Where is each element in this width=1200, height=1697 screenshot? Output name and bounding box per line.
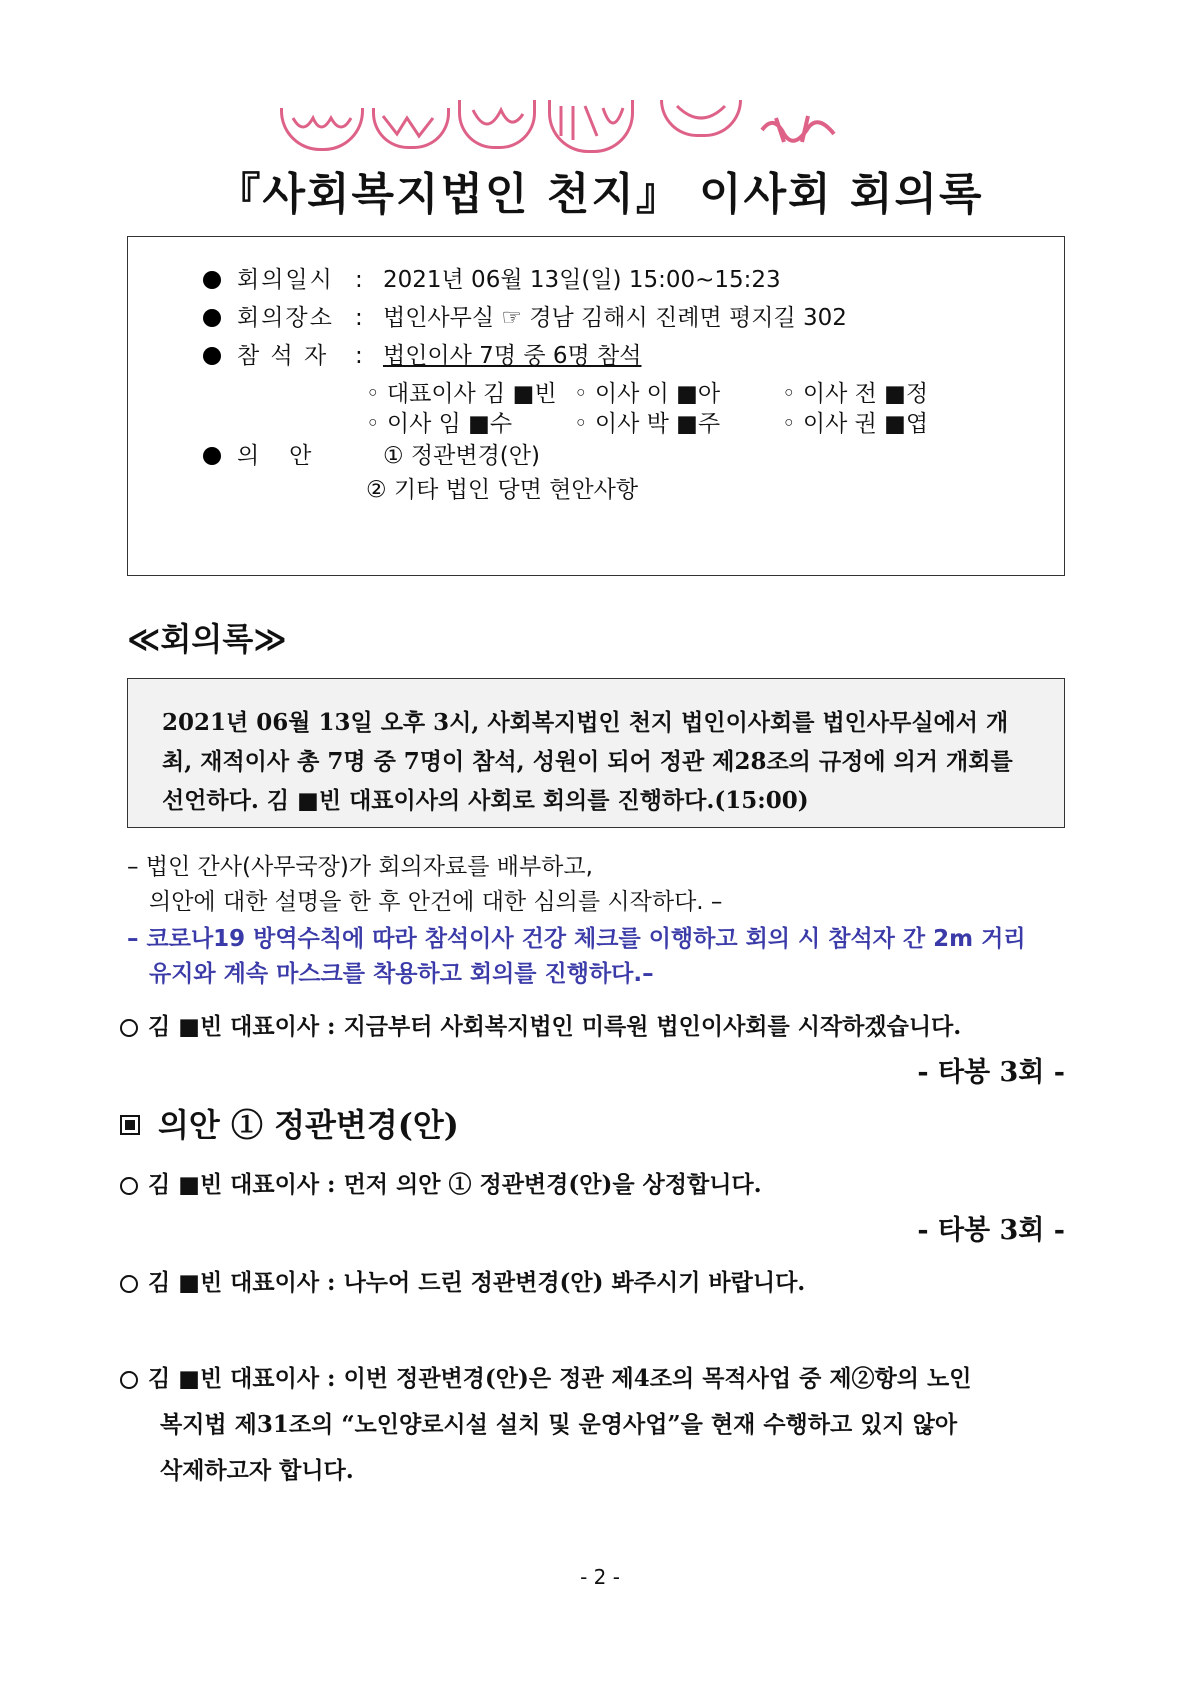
seal-stamp-3 xyxy=(458,100,536,149)
attendee: ◦ 이사 전 ■정 xyxy=(782,381,929,407)
agenda-row xyxy=(203,437,540,470)
meeting-place-row: 회의장소 : 법인사무실 ☞ 경남 김해시 진례면 평지길 302 xyxy=(203,299,847,332)
note-line: 의안에 대한 설명을 한 후 안건에 대한 심의를 시작하다. – xyxy=(149,889,723,915)
seal-stamp-2 xyxy=(372,108,450,149)
attendance-row: 참 석 자 : 법인이사 7명 중 6명 참석 xyxy=(203,337,641,370)
page-number: - 2 - xyxy=(580,1565,620,1589)
speaker: 김 ■빈 대표이사 : xyxy=(148,1013,336,1040)
attendance-value: 법인이사 7명 중 6명 참석 xyxy=(383,343,642,369)
meeting-date-row: 회의일시 : 2021년 06월 13일(일) 15:00~15:23 xyxy=(203,261,781,294)
attendee: ◦ 이사 이 ■아 xyxy=(574,381,721,407)
speech-2 xyxy=(120,1166,1075,1199)
note-distribution xyxy=(127,850,1067,920)
bullet-icon xyxy=(203,347,221,365)
speech-text: 먼저 의안 ① 정관변경(안)을 상정합니다. xyxy=(343,1171,762,1198)
circle-bullet-icon xyxy=(120,1275,138,1293)
attendees-row-1 xyxy=(366,375,990,408)
agenda-row-2 xyxy=(366,471,638,504)
speech-text: 나누어 드린 정관변경(안) 봐주시기 바랍니다. xyxy=(343,1269,806,1296)
note-line: – 법인 간사(사무국장)가 회의자료를 배부하고, xyxy=(127,854,593,880)
attendance-label: 참 석 자 xyxy=(237,343,329,369)
circle-bullet-icon xyxy=(120,1177,138,1195)
attendee: ◦ 대표이사 김 ■빈 xyxy=(366,381,557,407)
agenda-heading-text: 의안 ① 정관변경(안) xyxy=(158,1106,459,1144)
attendee: ◦ 이사 권 ■엽 xyxy=(782,411,929,437)
seal-stamp-1 xyxy=(280,108,364,151)
minutes-summary: 2021년 06월 13일 오후 3시, 사회복지법인 천지 법인이사회를 법인사무실에서 개최, 재적이사 총 7명 중 7명이 참석, 성원이 되어 정관 제28조의 규정에 의거 개회를 선언하다. 김 ■빈 대표이사의 사회로 회의를 진행하다.(15:00) xyxy=(127,678,1065,828)
note-line: 유지와 계속 마스크를 착용하고 회의를 진행하다.– xyxy=(149,961,654,987)
square-bullet-icon xyxy=(120,1115,140,1135)
agenda-label: 의 안 xyxy=(237,443,314,469)
gavel-note-1: - 타봉 3회 - xyxy=(917,1057,1065,1088)
speech-1 xyxy=(120,1008,1075,1041)
meeting-place-label: 회의장소 xyxy=(237,305,334,331)
seal-stamp-5 xyxy=(660,100,742,137)
bullet-icon xyxy=(203,271,221,289)
meeting-date-value: 2021년 06월 13일(일) 15:00~15:23 xyxy=(383,267,781,293)
seal-stamp-6 xyxy=(756,108,842,150)
speech-text: 이번 정관변경(안)은 정관 제4조의 목적사업 중 제②항의 노인 xyxy=(343,1365,972,1392)
agenda-item-1: ① 정관변경(안) xyxy=(383,443,540,469)
gavel-note-2: - 타봉 3회 - xyxy=(917,1215,1065,1246)
note-covid xyxy=(127,922,1067,992)
document-title: 『사회복지법인 천지』 이사회 회의록 xyxy=(216,169,984,220)
circle-bullet-icon xyxy=(120,1019,138,1037)
seal-stamp-4 xyxy=(548,100,634,153)
note-line: – 코로나19 방역수칙에 따라 참석이사 건강 체크를 이행하고 회의 시 참석자 간 2m 거리 xyxy=(127,926,1026,952)
attendee: ◦ 이사 임 ■수 xyxy=(366,411,513,437)
speaker: 김 ■빈 대표이사 : xyxy=(148,1171,336,1198)
speaker: 김 ■빈 대표이사 : xyxy=(148,1269,336,1296)
speech-text-line: 삭제하고자 합니다. xyxy=(160,1457,354,1484)
speech-text-line: 복지법 제31조의 “노인양로시설 설치 및 운영사업”을 현재 수행하고 있지 않아 xyxy=(160,1411,958,1438)
bullet-icon xyxy=(203,447,221,465)
seal-stamps xyxy=(280,100,900,160)
minutes-heading: ≪회의록≫ xyxy=(127,620,287,658)
speech-text: 지금부터 사회복지법인 미륵원 법인이사회를 시작하겠습니다. xyxy=(343,1013,962,1040)
circle-bullet-icon xyxy=(120,1371,138,1389)
speech-3 xyxy=(120,1264,1075,1297)
speaker: 김 ■빈 대표이사 : xyxy=(148,1365,336,1392)
meeting-date-label: 회의일시 xyxy=(237,267,334,293)
meeting-place-value: 법인사무실 ☞ 경남 김해시 진례면 평지길 302 xyxy=(383,305,847,331)
meeting-info-box xyxy=(127,236,1065,576)
attendees-row-2 xyxy=(366,405,990,438)
bullet-icon xyxy=(203,309,221,327)
speech-4 xyxy=(120,1356,1075,1494)
agenda-heading xyxy=(120,1100,459,1146)
attendee: ◦ 이사 박 ■주 xyxy=(574,411,721,437)
agenda-item-2: ② 기타 법인 당면 현안사항 xyxy=(366,477,639,503)
